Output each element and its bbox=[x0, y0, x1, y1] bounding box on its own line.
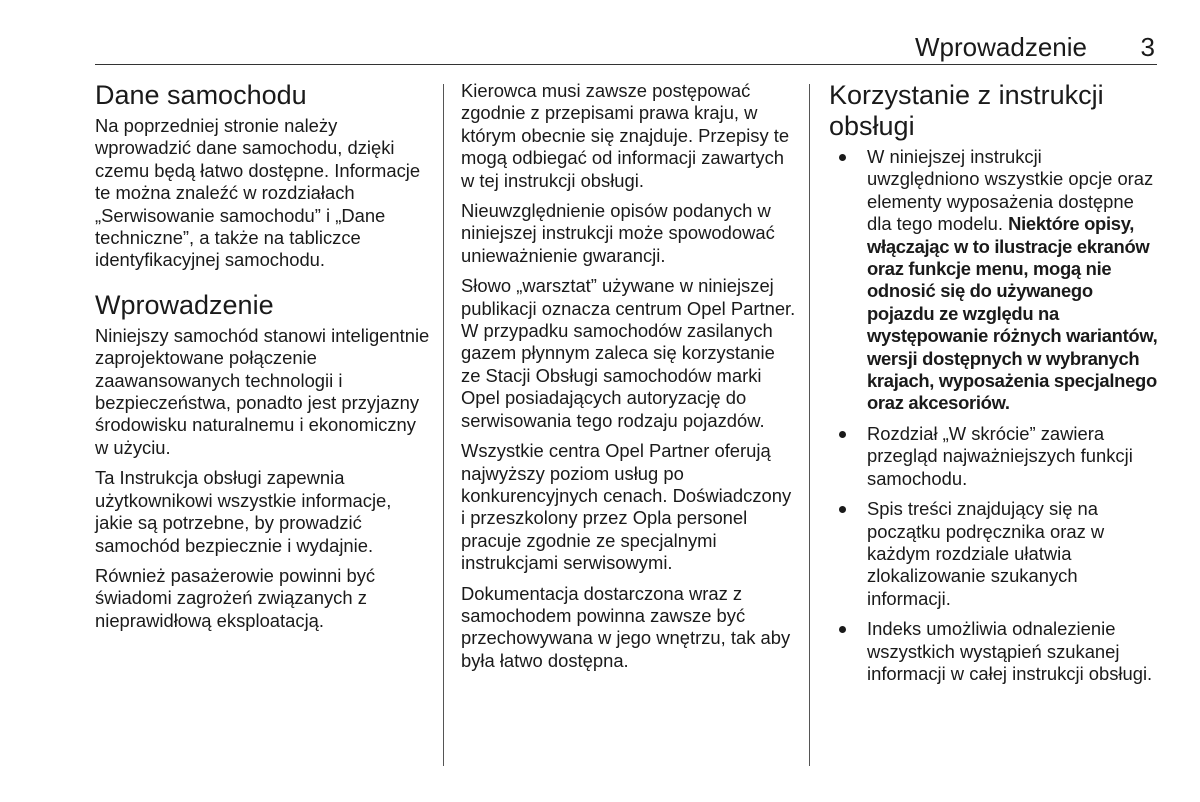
list-item-text: W niniejszej instrukcji uwzględniono wszystkie opcje oraz elementy wyposażenia dostępne dla tego modelu. bbox=[867, 146, 1154, 235]
page-header bbox=[95, 30, 1157, 65]
list-item bbox=[829, 423, 1159, 490]
bullet-icon bbox=[839, 626, 846, 633]
page-number: 3 bbox=[1140, 32, 1155, 62]
list-item-text: Spis treści znajdujący się na początku podręcznika oraz w każdym rozdziale ułatwia zlokalizowanie szukanych informacji. bbox=[867, 498, 1105, 609]
column-left bbox=[95, 80, 430, 640]
paragraph: Niniejszy samochód stanowi inteligentnie zaprojektowane połączenie zaawansowanych technologii i bezpieczeństwa, ponadto jest przyjazny środowisku naturalnemu i ekonomiczny w użyciu. bbox=[95, 324, 430, 458]
bullet-icon bbox=[839, 154, 846, 161]
column-divider bbox=[809, 84, 810, 766]
list-item-text: Rozdział „W skrócie” zawiera przegląd najważniejszych funkcji samochodu. bbox=[867, 422, 1133, 489]
paragraph: Ta Instrukcja obsługi zapewnia użytkownikowi wszystkie informacje, jakie są potrzebne, by prowadzić samochód bezpiecznie i wydajnie. bbox=[95, 467, 392, 556]
bullet-icon bbox=[839, 506, 846, 513]
column-right bbox=[829, 80, 1159, 693]
paragraph: Nieuwzględnienie opisów podanych w niniejszej instrukcji może spowodować unieważnienie gwarancji. bbox=[461, 200, 775, 266]
list-item bbox=[829, 146, 1159, 415]
paragraph: Na poprzedniej stronie należy wprowadzić dane samochodu, dzięki czemu będą łatwo dostępne. Informacje te można znaleźć w rozdziałach „Serwisowanie samochodu” i „Dane techniczne”, a także na tabliczce identyfikacyjnej samochodu. bbox=[95, 115, 421, 271]
list-item-bold-note: Niektóre opisy, włączając w to ilustracje ekranów oraz funkcje menu, mogą nie odnosić się do używanego pojazdu ze względu na występowanie różnych wariantów, wersji dostępnych w wybranych krajach, wyposażenia specjalnego oraz akcesoriów. bbox=[867, 213, 1158, 414]
section-heading-korzystanie: Korzystanie z instrukcji obsługi bbox=[829, 80, 1104, 141]
paragraph: Słowo „warsztat” używane w niniejszej publikacji oznacza centrum Opel Partner. W przypadku samochodów zasilanych gazem płynnym zaleca się korzystanie ze Stacji Obsługi samochodów marki Opel posiadających autoryzację do serwisowania tego rodzaju pojazdów. bbox=[461, 275, 796, 431]
column-middle bbox=[461, 80, 796, 680]
paragraph: Dokumentacja dostarczona wraz z samochodem powinna zawsze być przechowywana w jego wnętrzu, tak aby była łatwo dostępna. bbox=[461, 582, 791, 671]
paragraph: Kierowca musi zawsze postępować zgodnie z przepisami prawa kraju, w którym obecnie się znajduje. Przepisy te mogą odbiegać od informacji zawartych w tej instrukcji obsługi. bbox=[461, 80, 790, 191]
list-item bbox=[829, 498, 1159, 610]
section-heading-wprowadzenie: Wprowadzenie bbox=[95, 289, 274, 320]
bullet-icon bbox=[839, 431, 846, 438]
list-item-text: Indeks umożliwia odnalezienie wszystkich wystąpień szukanej informacji w całej instrukcji obsługi. bbox=[867, 618, 1153, 684]
paragraph: Również pasażerowie powinni być świadomi zagrożeń związanych z nieprawidłową eksploatacją. bbox=[95, 564, 376, 631]
bullet-list bbox=[829, 146, 1159, 685]
paragraph: Wszystkie centra Opel Partner oferują najwyższy poziom usług po konkurencyjnych cenach. Doświadczony i przeszkolony przez Opla personel pracuje zgodnie ze specjalnymi instrukcjami serwisowymi. bbox=[461, 440, 792, 574]
column-divider bbox=[443, 84, 444, 766]
list-item bbox=[829, 618, 1159, 685]
header-title: Wprowadzenie bbox=[915, 32, 1087, 62]
section-heading-dane-samochodu: Dane samochodu bbox=[95, 80, 307, 110]
